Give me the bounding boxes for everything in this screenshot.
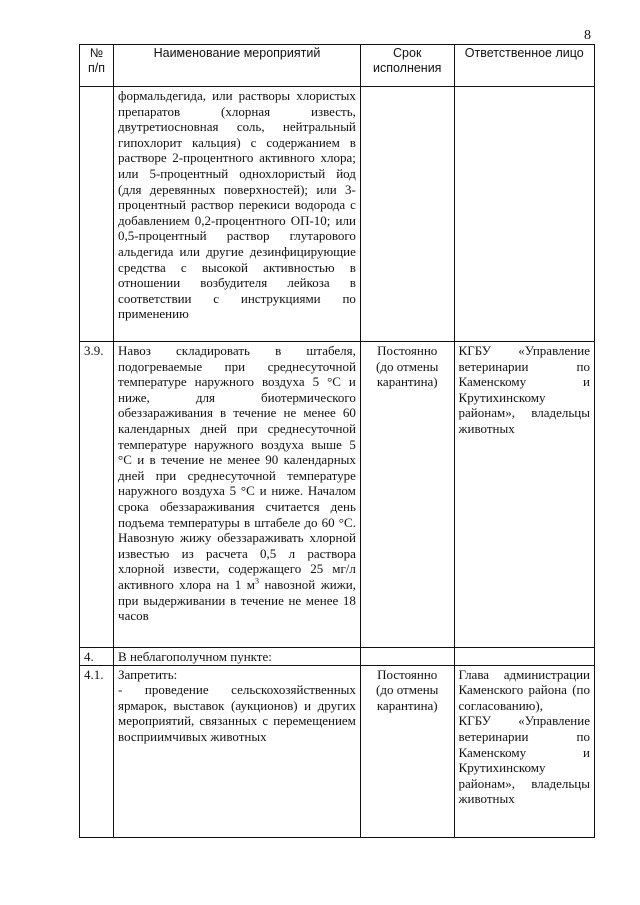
page-number: 8 <box>584 28 591 43</box>
row-term: Постоянно (до отмены карантина) <box>360 342 454 648</box>
measures-table <box>79 44 595 838</box>
table-row <box>80 648 595 666</box>
row-term: Постоянно (до отмены карантина) <box>360 665 454 837</box>
header-num: № п/п <box>80 45 114 87</box>
row-measure-text: Запретить: - проведение сельскохозяйственных ярмарок, выставок (аукционов) и других мероприятий, связанных с перемещением восприимчивых животных <box>114 665 361 837</box>
table-row <box>80 665 595 837</box>
row-responsible: КГБУ «Управление ветеринарии по Каменскому и Крутихинскому районам», владельцы животных <box>454 342 594 648</box>
row-measure-text: формальдегида, или растворы хлористых препаратов (хлорная известь, двутретиосновная соль, нейтральный гипохлорит кальция) с содержанием в растворе 2-процентного активного хлора; или 5-процентный однохлористый йод (для деревянных поверхностей); или 3-процентный раствор перекиси водорода с добавлением 0,2-процентного ОП-10; или 0,5-процентный раствор глутарового альдегида или другие дезинфицирующие средства с высокой активностью в отношении возбудителя лейкоза в соответствии с инструкциями по применению <box>114 87 361 342</box>
header-term: Срок исполнения <box>360 45 454 87</box>
row-responsible: Глава администрации Каменского района (по согласованию), КГБУ «Управление ветеринарии по Каменскому и Крутихинскому районам», владельцы животных <box>454 665 594 837</box>
superscript: 3 <box>254 576 259 586</box>
row-responsible <box>454 87 594 342</box>
row-num: 4. <box>80 648 114 666</box>
row-num: 3.9. <box>80 342 114 648</box>
table-row <box>80 342 595 648</box>
row-measure-text <box>114 342 361 648</box>
row-num: 4.1. <box>80 665 114 837</box>
row-num <box>80 87 114 342</box>
row-responsible <box>454 648 594 666</box>
table-row <box>80 87 595 342</box>
header-responsible: Ответственное лицо <box>454 45 594 87</box>
measure-text-part: навозной жижи, при выдерживании в течение не менее 18 часов <box>118 576 356 624</box>
header-name: Наименование мероприятий <box>114 45 361 87</box>
measure-text-part: Навоз складировать в штабеля, подогреваемые при среднесуточной температуре наружного воздуха 5 °С и ниже, для биотермического обеззараживания в течение не менее 60 календарных дней при среднесуточной температуре наружного воздуха выше 5 °С и в течение не менее 90 календарных дней при среднесуточной температуре наружного воздуха 5 °С и ниже. Началом срока обеззараживания считается день подъема температуры в штабеле до 60 °С. Навозную жижу обеззараживать хлорной известью из расчета 0,5 л раствора хлорной извести, содержащего 25 мг/л активного хлора на 1 м <box>118 343 356 592</box>
row-measure-text: В неблагополучном пункте: <box>114 648 361 666</box>
table-header-row <box>80 45 595 87</box>
row-term <box>360 648 454 666</box>
row-term <box>360 87 454 342</box>
